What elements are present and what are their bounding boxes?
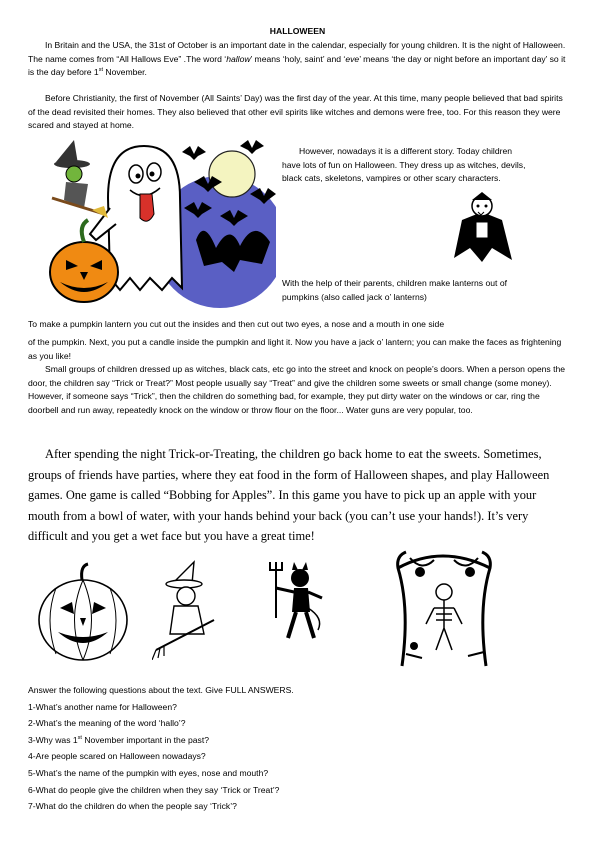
word-eve: eve	[345, 53, 360, 64]
pumpkin-lantern-line1: To make a pumpkin lantern you cut out the insides and then cut out two eyes, a nose and a mouth in one side	[28, 319, 445, 329]
nowadays-paragraph: However, nowadays it is a different story. Today children have lots of fun on Halloween. They dress up as witches, devils, black cats, skeletons, vampires or other scary characters.	[282, 146, 526, 184]
question-5: 5-What’s the name of the pumpkin with eyes, nose and mouth?	[28, 767, 269, 778]
haunted-tree-skeleton-drawing	[392, 548, 496, 668]
question-3-ordinal: st	[77, 734, 82, 741]
full-moon-illustration	[209, 151, 255, 197]
witch-on-broom-drawing	[152, 560, 218, 660]
vampire-clipart	[448, 188, 516, 266]
witch-illustration	[52, 140, 108, 218]
para1-text-b: ’ means ‘holy, saint’ and ‘	[250, 53, 346, 64]
para1-text-a: In Britain and the USA, the 31st of October is an important date in the calendar, especially for young children. It is the night of Halloween. The name comes from “All Hallows Eve” .The word ‘	[28, 40, 566, 64]
questions-section	[28, 682, 568, 815]
pumpkin-lantern-line2: of the pumpkin. Next, you put a candle inside the pumpkin and light it. Now you have a jack o’ lantern; you can make the faces as frightening as you like!	[28, 337, 562, 361]
ordinal-suffix: st	[98, 67, 103, 74]
question-3-text-b: November important in the past?	[81, 734, 210, 745]
word-hallow: hallow	[226, 53, 251, 64]
questions-instructions: Answer the following questions about the text. Give FULL ANSWERS.	[28, 685, 294, 695]
jack-o-lantern-drawing	[36, 562, 130, 662]
para1-text-c: ’ means ‘the day or night before an important day’ so it is the day before 1	[28, 53, 566, 78]
page-title: HALLOWEEN	[269, 26, 326, 36]
question-3-text-a: 3-Why was 1	[28, 734, 78, 745]
lanterns-paragraph: With the help of their parents, children make lanterns out of pumpkins (also called jack o’ lanterns)	[282, 278, 507, 302]
question-6: 6-What do people give the children when they say ‘Trick or Treat’?	[28, 784, 280, 795]
after-party-paragraph: After spending the night Trick-or-Treating, the children go back home to eat the sweets. Sometimes, groups of friends have parties, where they eat food in the form of Halloween shapes, and play Halloween games. One game is called “Bobbing for Apples”. In this game you have to pick up an apple with your mouth from a bowl of water, with your hands behind your back (you can’t use your hands!). It’s very difficult and you get a wet face but you have a great time!	[28, 447, 550, 543]
question-3	[28, 732, 568, 749]
question-1: 1-What’s another name for Halloween?	[28, 701, 177, 712]
history-paragraph: Before Christianity, the first of November (All Saints’ Day) was the first day of the year. At this time, many people believed that bad spirits of the dead revisited their homes. They also believed that other evil spirits like witches and demons were free, too. For this reason they were scared and stayed at home.	[28, 93, 563, 131]
question-2: 2-What’s the meaning of the word ‘hallo’?	[28, 718, 186, 729]
question-7: 7-What do the children do when the people say ‘Trick’?	[28, 801, 237, 812]
para1-text-d: November.	[103, 67, 147, 78]
intro-paragraph	[28, 39, 566, 80]
pumpkin-illustration	[50, 220, 118, 302]
devil-drawing	[268, 558, 326, 648]
question-4: 4-Are people scared on Halloween nowadays?	[28, 751, 206, 762]
trick-or-treat-paragraph: Small groups of children dressed up as witches, black cats, etc go into the street and knock on people’s doors. When a person opens the door, the children say “Trick or Treat?” Most people usually say “Treat” and give the children some sweets or small change (some money). However, if someone says “Trick”, then the children do something bad, for example, they put dirty water on the windows or car, ring the doorbell and run away, repeatedly knock on the window or throw flour on the floor... Water guns are very popular, too.	[28, 364, 566, 415]
halloween-clipart-group	[44, 138, 276, 316]
